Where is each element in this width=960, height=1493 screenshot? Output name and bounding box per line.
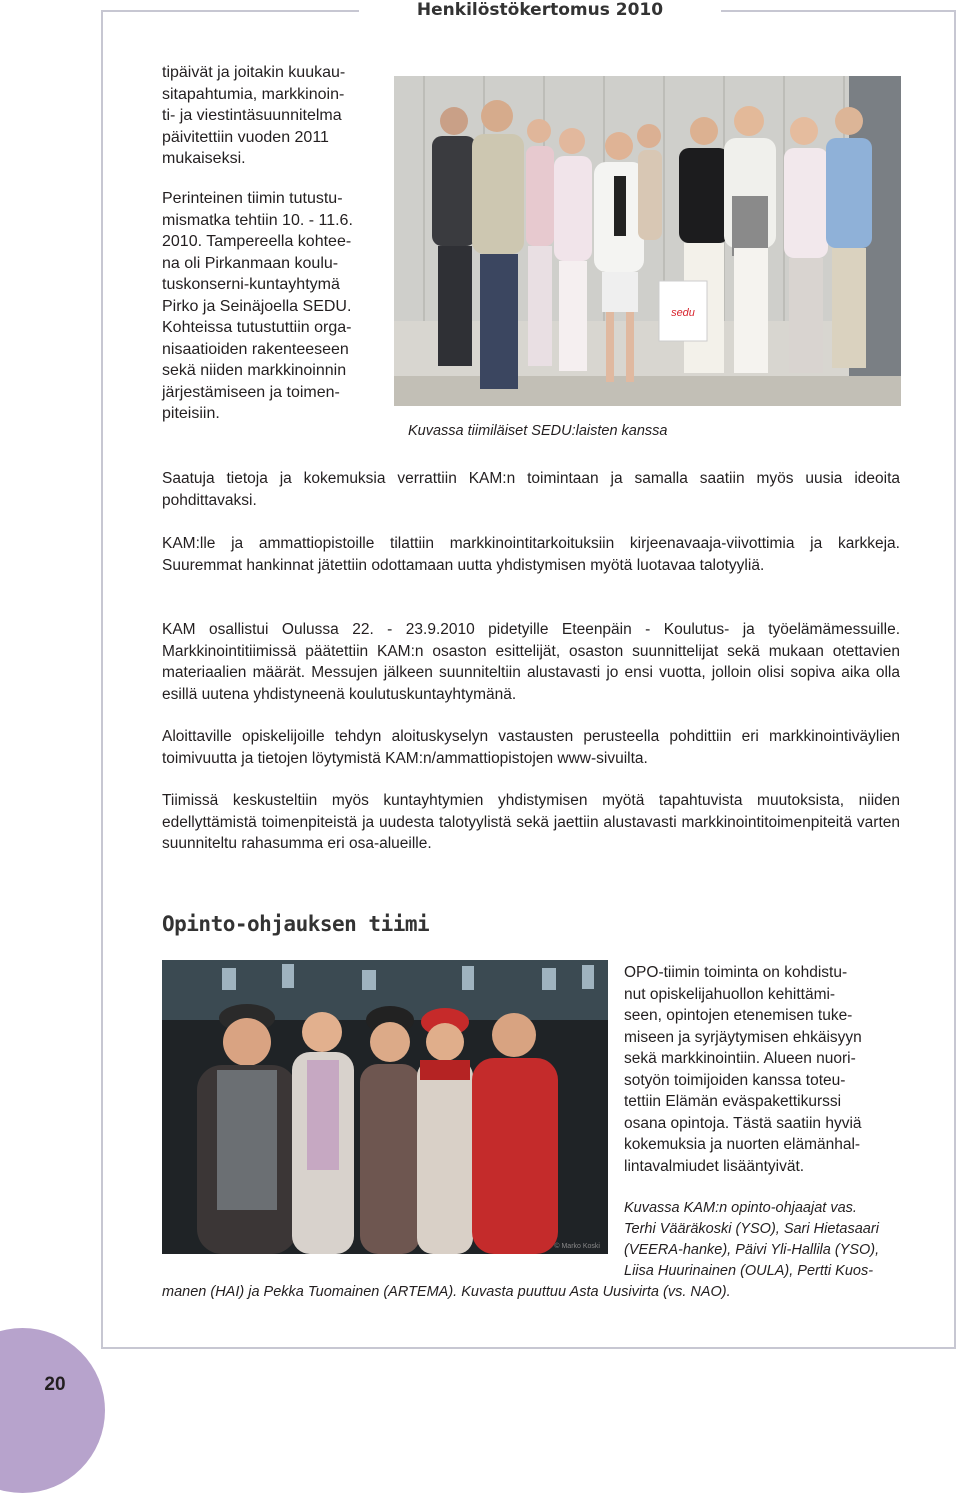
- running-header: Henkilöstökertomus 2010: [416, 0, 664, 20]
- paragraph-2: KAM:lle ja ammattiopistoille tilattiin markkinointitarkoituksiin kirjeenavaaja-viivottimia ja karkkeja. Suuremmat hankinnat jätettiin odottamaan uutta yhdistymisen myötä luotavaa talotyyliä.: [162, 535, 900, 574]
- visit-line: 2010. Tampereella kohtee-: [162, 233, 352, 250]
- opo-line: lintavalmiudet lisääntyivät.: [624, 1157, 805, 1175]
- intro-block: [162, 62, 375, 170]
- opo-text-block: [624, 962, 900, 1177]
- visit-line: piteisiin.: [162, 405, 220, 422]
- opo-line: sotyön toimijoiden kanssa toteu-: [624, 1071, 846, 1089]
- team-photo: [394, 76, 901, 406]
- intro-line: sitapahtumia, markkinoin-: [162, 85, 345, 103]
- visit-line: sekä niiden markkinoinnin: [162, 362, 347, 379]
- opo-line: OPO-tiimin toiminta on kohdistu-: [624, 964, 848, 981]
- visit-line: nisaatioiden rakenteeseen: [162, 340, 349, 358]
- opo-line: tettiin Elämän eväspakettikurssi: [624, 1093, 842, 1110]
- photo-credit: © Marko Koski: [554, 1243, 600, 1250]
- visit-line: Pirko ja Seinäjoella SEDU.: [162, 297, 352, 315]
- caption-line: Kuvassa KAM:n opinto-ohjaajat vas.: [624, 1200, 857, 1216]
- page-number-badge: [0, 1328, 105, 1493]
- paragraph-1: Saatuja tietoja ja kokemuksia verrattiin KAM:n toimintaan ja samalla saatiin myös uusia ideoita pohdittavaksi.: [162, 470, 900, 509]
- section-heading: Opinto-ohjauksen tiimi: [162, 912, 430, 936]
- opo-line: osana opintoja. Tästä saatiin hyviä: [624, 1114, 862, 1132]
- sedu-bag-logo: sedu: [671, 307, 695, 319]
- opo-line: miseen ja syrjäytymisen ehkäisyyn: [624, 1028, 862, 1046]
- counselors-photo: [162, 960, 608, 1254]
- paragraph-4: Aloittaville opiskelijoille tehdyn aloituskyselyn vastausten perusteella pohdittiin eri markkinointiväylien toimivuutta ja tietojen löytymistä KAM:n/ammattiopistojen www-sivuilta.: [162, 728, 900, 767]
- caption-line: (VEERA-hanke), Päivi Yli-Hallila (YSO),: [624, 1242, 880, 1258]
- visit-line: järjestämiseen ja toimen-: [162, 383, 340, 401]
- counselors-caption-last-line: manen (HAI) ja Pekka Tuomainen (ARTEMA). Kuvasta puuttuu Asta Uusivirta (vs. NAO).: [162, 1284, 731, 1300]
- team-photo-caption: Kuvassa tiimiläiset SEDU:laisten kanssa: [408, 423, 668, 439]
- page-number: 20: [44, 1374, 66, 1395]
- intro-line: tipäivät ja joitakin kuukau-: [162, 64, 346, 81]
- visit-line: tuskonserni-kuntayhtymä: [162, 276, 340, 293]
- caption-line: Liisa Huurinainen (OULA), Pertti Kuos-: [624, 1263, 874, 1279]
- team-photo-illustration: [394, 76, 901, 406]
- intro-line: mukaiseksi.: [162, 150, 246, 167]
- visit-block: [162, 188, 375, 425]
- intro-line: päivitettiin vuoden 2011: [162, 128, 329, 146]
- paragraph-3: KAM osallistui Oulussa 22. - 23.9.2010 pidetyille Eteenpäin - Koulutus- ja työelämämessuille. Markkinointitiimissä päätettiin KAM:n osaston esittelijät, osaston suunnittelijat sekä mukaan otettavien materiaalien määrät. Messujen jälkeen suunniteltiin alustavasti jo ensi vuotta, jolloin olisi sopiva aika olla esillä uutena yhdistyneenä koulutuskuntayhtymänä.: [162, 621, 900, 703]
- counselors-caption: [624, 1198, 901, 1282]
- header-rule-right: [721, 10, 956, 12]
- visit-line: Kohteissa tutustuttiin orga-: [162, 319, 352, 336]
- opo-line: kokemuksia ja nuorten elämänhal-: [624, 1136, 861, 1153]
- visit-line: na oli Pirkanmaan koulu-: [162, 254, 339, 272]
- visit-line: Perinteinen tiimin tutustu-: [162, 190, 343, 207]
- caption-line: Terhi Vääräkoski (YSO), Sari Hietasaari: [624, 1221, 879, 1237]
- header-rule-left: [101, 10, 359, 12]
- opo-line: nut opiskelijahuollon kehittämi-: [624, 985, 836, 1003]
- paragraph-5: Tiimissä keskusteltiin myös kuntayhtymien yhdistymisen myötä tapahtuvista muutoksista, niiden edellyttämistä toimenpiteistä ja uudesta talotyylistä sekä jaettiin alustavasti markkinointitoimenpiteitä varten suunniteltu rahasumma eri osa-alueille.: [162, 792, 900, 852]
- opo-line: sekä markkinointiin. Alueen nuori-: [624, 1050, 856, 1067]
- visit-line: mismatka tehtiin 10. - 11.6.: [162, 211, 353, 229]
- opo-line: seen, opintojen etenemisen tuke-: [624, 1007, 853, 1024]
- intro-line: ti- ja viestintäsuunnitelma: [162, 107, 342, 124]
- counselors-photo-illustration: [162, 960, 608, 1254]
